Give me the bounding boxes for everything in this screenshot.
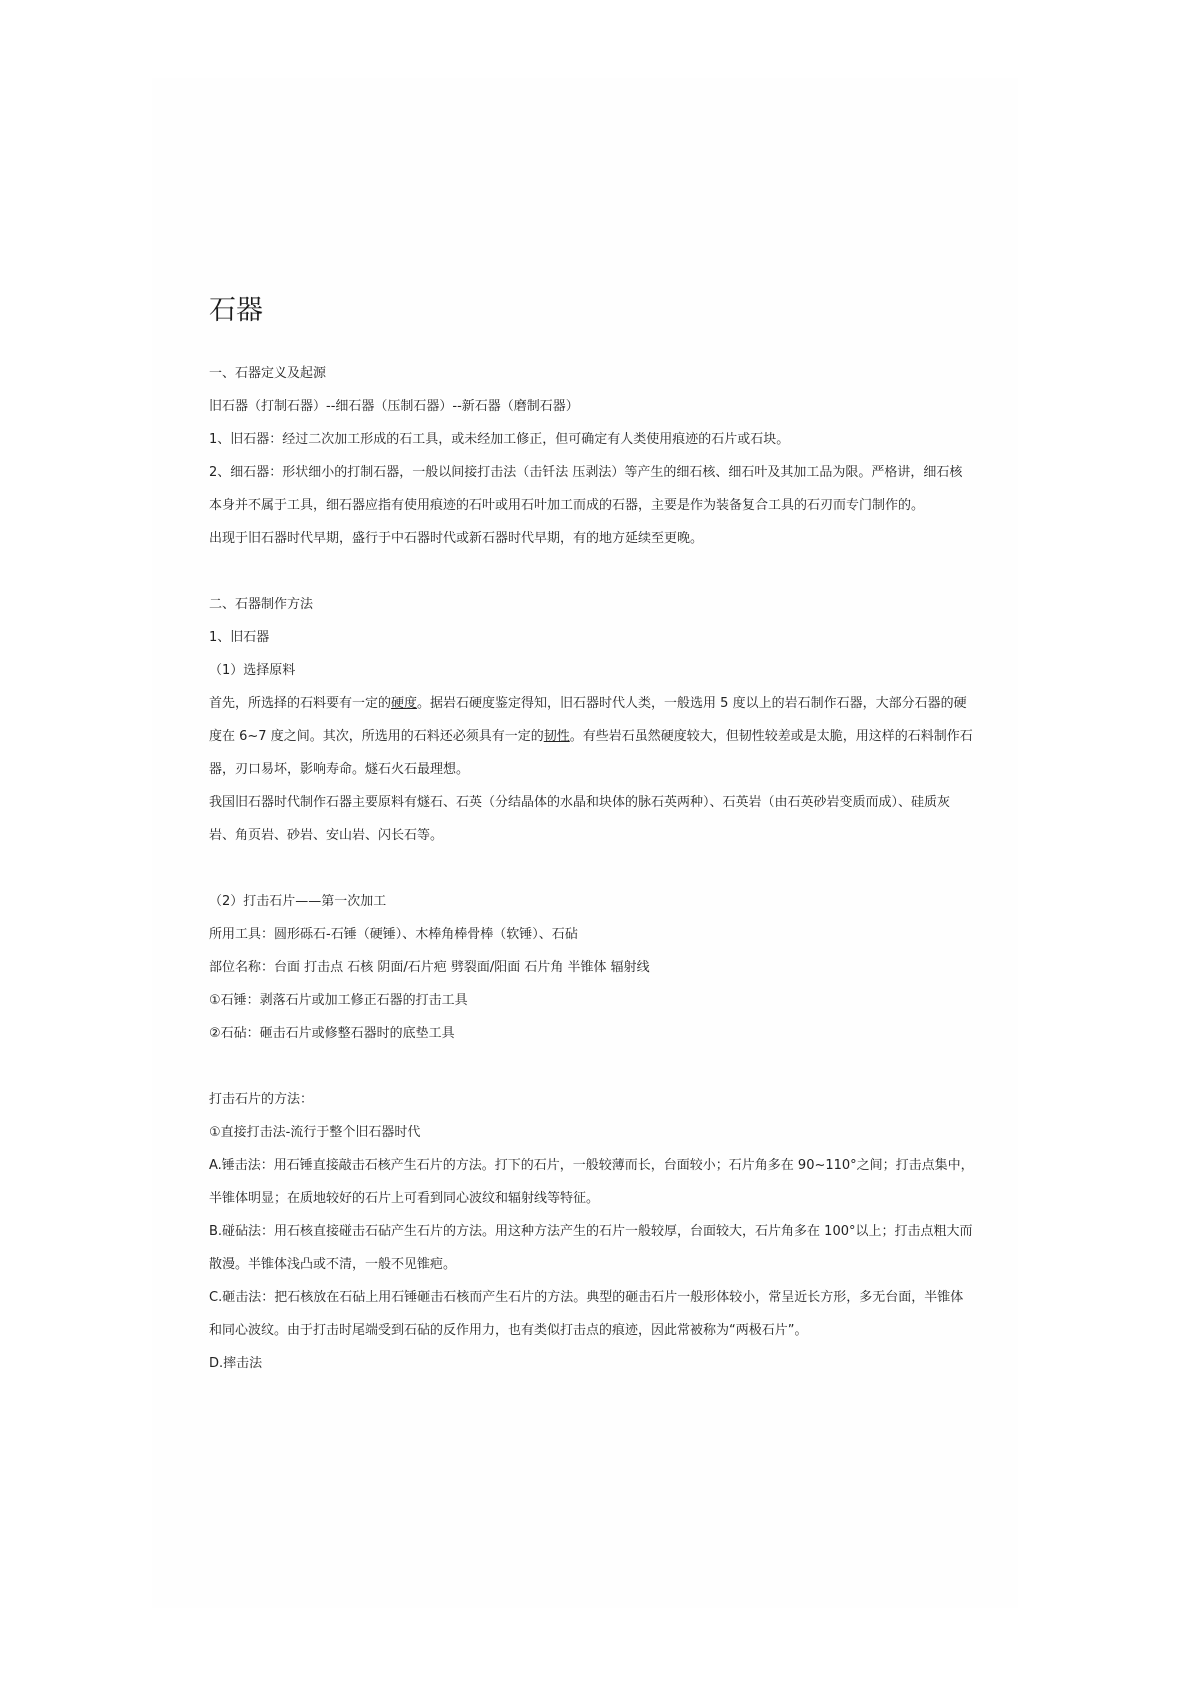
text-line: 散漫。半锥体浅凸或不清，一般不见锥疤。: [209, 1257, 457, 1272]
text-line: 部位名称：台面 打击点 石核 阴面/石片疤 劈裂面/阳面 石片角 半锥体 辐射线: [209, 960, 650, 975]
text-span: 。有些岩石虽然硬度较大，但韧性较差或是太脆，用这样的石料制作石: [569, 729, 973, 744]
underlined-term-hardness: 硬度: [391, 696, 418, 711]
text-span: 首先，所选择的石料要有一定的: [209, 696, 392, 711]
text-line: 所用工具：圆形砾石-石锤（硬锤）、木棒角棒骨棒（软锤）、石砧: [209, 927, 578, 942]
subsection-heading: 1、旧石器: [209, 630, 270, 645]
paragraph-gap: [209, 555, 999, 588]
text-span: 。据岩石硬度鉴定得知，旧石器时代人类，一般选用 5 度以上的岩石制作石器，大部分石器的硬: [417, 696, 967, 711]
text-line-toughness: [209, 720, 999, 753]
text-line: 和同心波纹。由于打击时尾端受到石砧的反作用力，也有类似打击点的痕迹，因此常被称为“两极石片”。: [209, 1323, 808, 1338]
text-line: 半锥体明显；在质地较好的石片上可看到同心波纹和辐射线等特征。: [209, 1191, 600, 1206]
text-line: 1、旧石器：经过二次加工形成的石工具，或未经加工修正，但可确定有人类使用痕迹的石片或石块。: [209, 432, 790, 447]
text-line: B.碰砧法：用石核直接碰击石砧产生石片的方法。用这种方法产生的石片一般较厚，台面较大，石片角多在 100°以上；打击点粗大而: [209, 1224, 973, 1239]
section-heading-methods: 二、石器制作方法: [209, 597, 314, 612]
paragraph-gap: [209, 1050, 999, 1083]
underlined-term-toughness: 韧性: [543, 729, 570, 744]
text-line: 旧石器（打制石器）--细石器（压制石器）--新石器（磨制石器）: [209, 399, 579, 414]
text-line: 器，刃口易坏，影响寿命。燧石火石最理想。: [209, 762, 470, 777]
text-line: A.锤击法：用石锤直接敲击石核产生石片的方法。打下的石片，一般较薄而长，台面较小；石片角多在 90~110°之间；打击点集中，: [209, 1158, 974, 1173]
text-line: D.摔击法: [209, 1356, 263, 1371]
text-line: ②石砧：砸击石片或修整石器时的底垫工具: [209, 1026, 455, 1041]
section-heading-definition: 一、石器定义及起源: [209, 366, 327, 381]
subsection-heading: （2）打击石片——第一次加工: [209, 894, 387, 909]
text-line: 岩、角页岩、砂岩、安山岩、闪长石等。: [209, 828, 444, 843]
paragraph-gap: [209, 852, 999, 885]
text-line: ①石锤：剥落石片或加工修正石器的打击工具: [209, 993, 468, 1008]
text-line: 出现于旧石器时代早期，盛行于中石器时代或新石器时代早期，有的地方延续至更晚。: [209, 531, 704, 546]
text-line: ①直接打击法-流行于整个旧石器时代: [209, 1125, 421, 1140]
document-title: 石器: [209, 295, 263, 326]
text-line-hardness: [209, 687, 999, 720]
text-line: 我国旧石器时代制作石器主要原料有燧石、石英（分结晶体的水晶和块体的脉石英两种）、石英岩（由石英砂岩变质而成）、硅质灰: [209, 795, 951, 810]
text-line: 本身并不属于工具，细石器应指有使用痕迹的石叶或用石叶加工而成的石器，主要是作为装备复合工具的石刃而专门制作的。: [209, 498, 925, 513]
text-line: 2、细石器：形状细小的打制石器，一般以间接打击法（击钎法 压剥法）等产生的细石核、细石叶及其加工品为限。严格讲，细石核: [209, 465, 963, 480]
text-line: 打击石片的方法：: [209, 1092, 314, 1107]
subsection-heading: （1）选择原料: [209, 663, 296, 678]
text-line: C.砸击法：把石核放在石砧上用石锤砸击石核而产生石片的方法。典型的砸击石片一般形体较小，常呈近长方形，多无台面，半锥体: [209, 1290, 964, 1305]
text-span: 度在 6~7 度之间。其次，所选用的石料还必须具有一定的: [209, 729, 544, 744]
document-body: [209, 293, 999, 1380]
